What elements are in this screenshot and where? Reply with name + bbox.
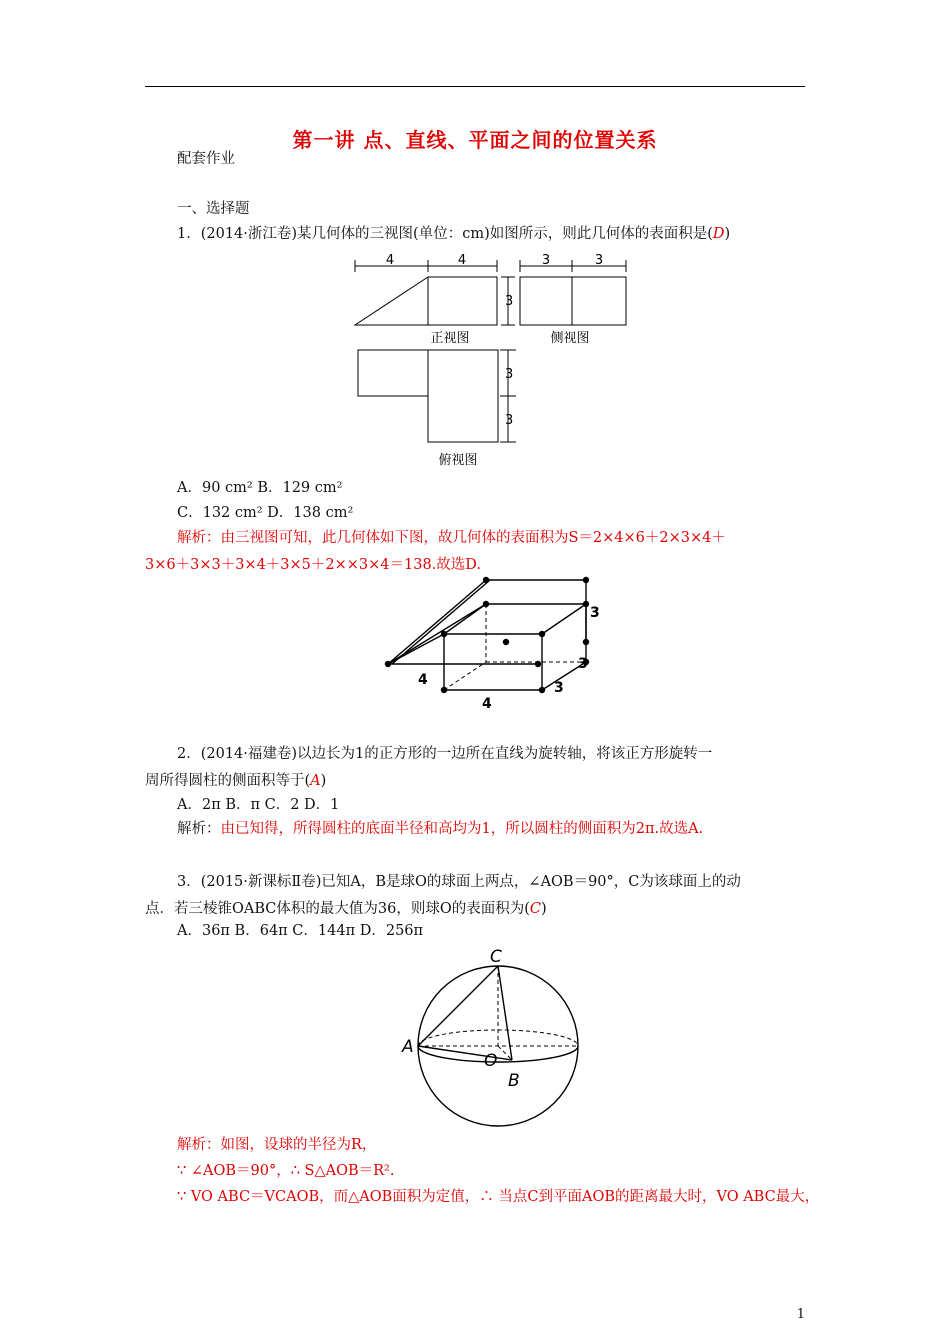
question-2-options: A．2π B．π C．2 D．1 (177, 797, 340, 813)
question-3-line1: 3．(2015·新课标Ⅱ卷)已知A，B是球O的球面上两点，∠AOB＝90°，C为该球面上的动 (177, 874, 741, 890)
question-3-answer: C (529, 901, 541, 917)
dim-label: 3 (505, 413, 514, 428)
dim-label: 4 (385, 253, 395, 268)
three-view-figure (350, 252, 635, 472)
dim-label: 3 (590, 605, 600, 621)
question-2-solution (177, 818, 703, 840)
solution-label: 解析： (177, 1137, 221, 1153)
point-label: O (484, 1051, 498, 1071)
point-label: C (490, 947, 502, 967)
question-2-answer: A (310, 773, 321, 789)
question-3-line2: 点．若三棱锥OABC体积的最大值为36，则球O的表面积为( (145, 901, 530, 917)
subtitle: 配套作业 (177, 151, 235, 167)
dim-label: 3 (541, 253, 551, 268)
dim-label: 4 (457, 253, 467, 268)
solution-text: 由三视图可知，此几何体如下图，故几何体的表面积为S＝2×4×6＋2×3×4＋ (220, 530, 726, 546)
question-2-line1: 2．(2014·福建卷)以边长为1的正方形的一边所在直线为旋转轴，将该正方形旋转一 (177, 746, 713, 762)
question-3-close: ) (540, 901, 547, 917)
question-3 (145, 869, 807, 923)
solution-text: 如图，设球的半径为R， (220, 1137, 377, 1153)
page-title: 第一讲 点、直线、平面之间的位置关系 (292, 128, 658, 152)
section-heading: 一、选择题 (177, 201, 250, 217)
question-1-options-1: A．90 cm² B．129 cm² (177, 480, 343, 496)
solution-label: 解析： (177, 821, 221, 837)
question-1-solution (145, 525, 807, 579)
dim-label: 3 (505, 367, 514, 382)
question-3-solution-3: ∵ VO ABC＝VCAOB，而△AOB面积为定值，∴ 当点C到平面AOB的距离最大时，VO ABC最大， (177, 1189, 820, 1205)
question-1-close: ) (724, 226, 731, 242)
point-label: B (508, 1071, 520, 1091)
solution-label: 解析： (177, 530, 221, 546)
dim-label: 3 (578, 656, 588, 672)
question-1-options-2: C．132 cm² D．138 cm² (177, 505, 354, 521)
question-2-close: ) (320, 773, 327, 789)
question-3-solution-1 (177, 1134, 376, 1156)
dim-label: 3 (594, 253, 604, 268)
page-number: 1 (796, 1307, 805, 1322)
question-3-options: A．36π B．64π C．144π D．256π (177, 923, 424, 939)
dim-label: 4 (418, 672, 428, 688)
solution-text: 由已知得，所得圆柱的底面半径和高均为1，所以圆柱的侧面积为2π.故选A. (220, 821, 704, 837)
question-1 (177, 223, 730, 245)
question-3-solution-2: ∵ ∠AOB＝90°，∴ S△AOB＝R². (177, 1163, 395, 1179)
question-1-text: 1．(2014·浙江卷)某几何体的三视图(单位：cm)如图所示，则此几何体的表面积是( (177, 226, 713, 242)
question-2 (145, 741, 807, 795)
front-view-label: 正视图 (430, 331, 470, 346)
solution-text: 3×6＋3×3＋3×4＋3×5＋2××3×4＝138.故选D. (145, 557, 482, 573)
question-1-answer: D (712, 226, 725, 242)
side-view-label: 侧视图 (550, 331, 590, 346)
dim-label: 4 (482, 696, 492, 712)
dim-label: 3 (554, 680, 564, 696)
question-2-line2: 周所得圆柱的侧面积等于( (145, 773, 311, 789)
point-label: A (402, 1037, 414, 1057)
top-view-label: 俯视图 (438, 453, 478, 468)
sphere-figure (398, 944, 588, 1129)
dim-label: 3 (505, 294, 514, 309)
solid-figure (378, 572, 618, 712)
header-rule (145, 86, 805, 87)
